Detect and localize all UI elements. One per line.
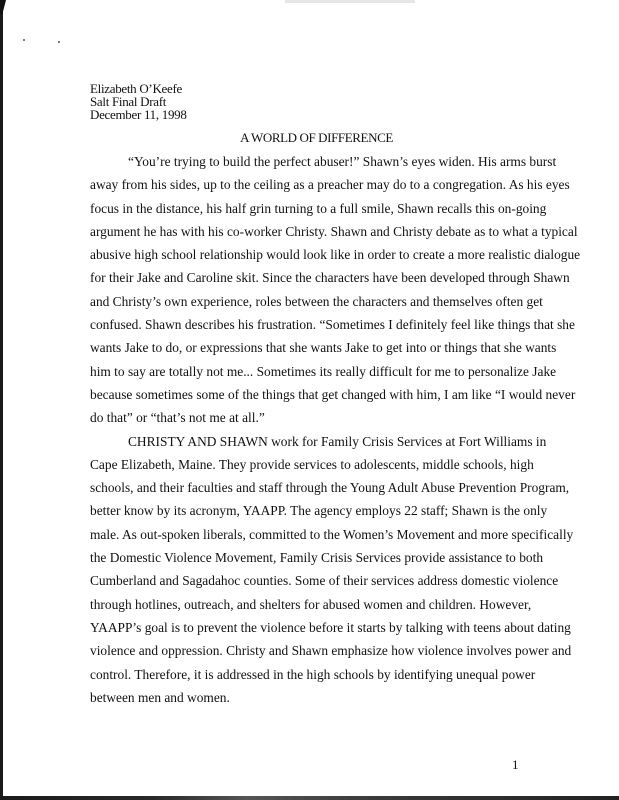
scan-top-smudge	[285, 0, 415, 3]
text-line: and Christy’s own experience, roles between the characters and themselves often get	[90, 293, 543, 309]
scan-edge-bottom	[0, 796, 619, 800]
text-line: male. As out-spoken liberals, committed to the Women’s Movement and more specifically	[90, 526, 574, 542]
text-line: violence and oppression. Christy and Shawn emphasize how violence involves power and	[90, 643, 572, 659]
scan-speck	[23, 39, 25, 41]
text-line: “You’re trying to build the perfect abuser!” Shawn’s eyes widen. His arms burst	[128, 154, 557, 169]
text-line: through hotlines, outreach, and shelters for abused women and children. However,	[90, 596, 532, 612]
scan-edge-corner	[0, 0, 6, 14]
text-line: argument he has with his co-worker Christy. Shawn and Christy debate as to what a typical	[90, 223, 578, 239]
document-title: A WORLD OF DIFFERENCE	[240, 130, 393, 145]
text-line: away from his sides, up to the ceiling as a preacher may do to a congregation. As his eyes	[90, 177, 570, 193]
author-name: Elizabeth O’Keefe	[90, 81, 182, 96]
scan-edge-left	[0, 0, 3, 796]
text-line: wants Jake to do, or expressions that she wants Jake to get into or things that she wants	[90, 340, 557, 356]
document-date: December 11, 1998	[90, 107, 187, 122]
text-line: Cape Elizabeth, Maine. They provide services to adolescents, middle schools, high	[90, 456, 534, 472]
page-number: 1	[512, 757, 519, 772]
text-line: for their Jake and Caroline skit. Since the characters have been developed through Shawn	[90, 270, 570, 286]
text-line: do that” or “that’s not me at all.”	[90, 410, 265, 426]
text-line: because sometimes some of the things that get changed with him, I am like “I would never	[90, 386, 576, 402]
text-line: focus in the distance, his half grin turning to a full smile, Shawn recalls this on-going	[90, 200, 547, 216]
paragraph-2	[90, 430, 574, 710]
text-line: control. Therefore, it is addressed in the high schools by identifying unequal power	[90, 666, 536, 682]
text-line: CHRISTY AND SHAWN work for Family Crisis Services at Fort Williams in	[128, 433, 547, 449]
document-header	[90, 82, 187, 121]
text-line: schools, and their faculties and staff through the Young Adult Abuse Prevention Program,	[90, 480, 570, 496]
text-line: confused. Shawn describes his frustration. “Sometimes I definitely feel like things that she	[90, 317, 575, 333]
text-line: between men and women.	[90, 689, 230, 705]
scan-speck	[58, 41, 60, 43]
text-line: YAAPP’s goal is to prevent the violence before it starts by talking with teens about dating	[90, 619, 571, 635]
paragraph-1	[90, 150, 581, 430]
text-line: abusive high school relationship would look like in order to create a more realistic dialogue	[90, 247, 581, 263]
text-line: better know by its acronym, YAAPP. The agency employs 22 staff; Shawn is the only	[90, 503, 548, 519]
course-draft: Salt Final Draft	[90, 94, 167, 109]
document-body	[90, 150, 581, 709]
text-line: the Domestic Violence Movement, Family Crisis Services provide assistance to both	[90, 550, 544, 566]
text-line: him to say are totally not me... Sometimes its really difficult for me to personalize Jake	[90, 363, 557, 379]
text-line: Cumberland and Sagadahoc counties. Some of their services address domestic violence	[90, 573, 559, 589]
